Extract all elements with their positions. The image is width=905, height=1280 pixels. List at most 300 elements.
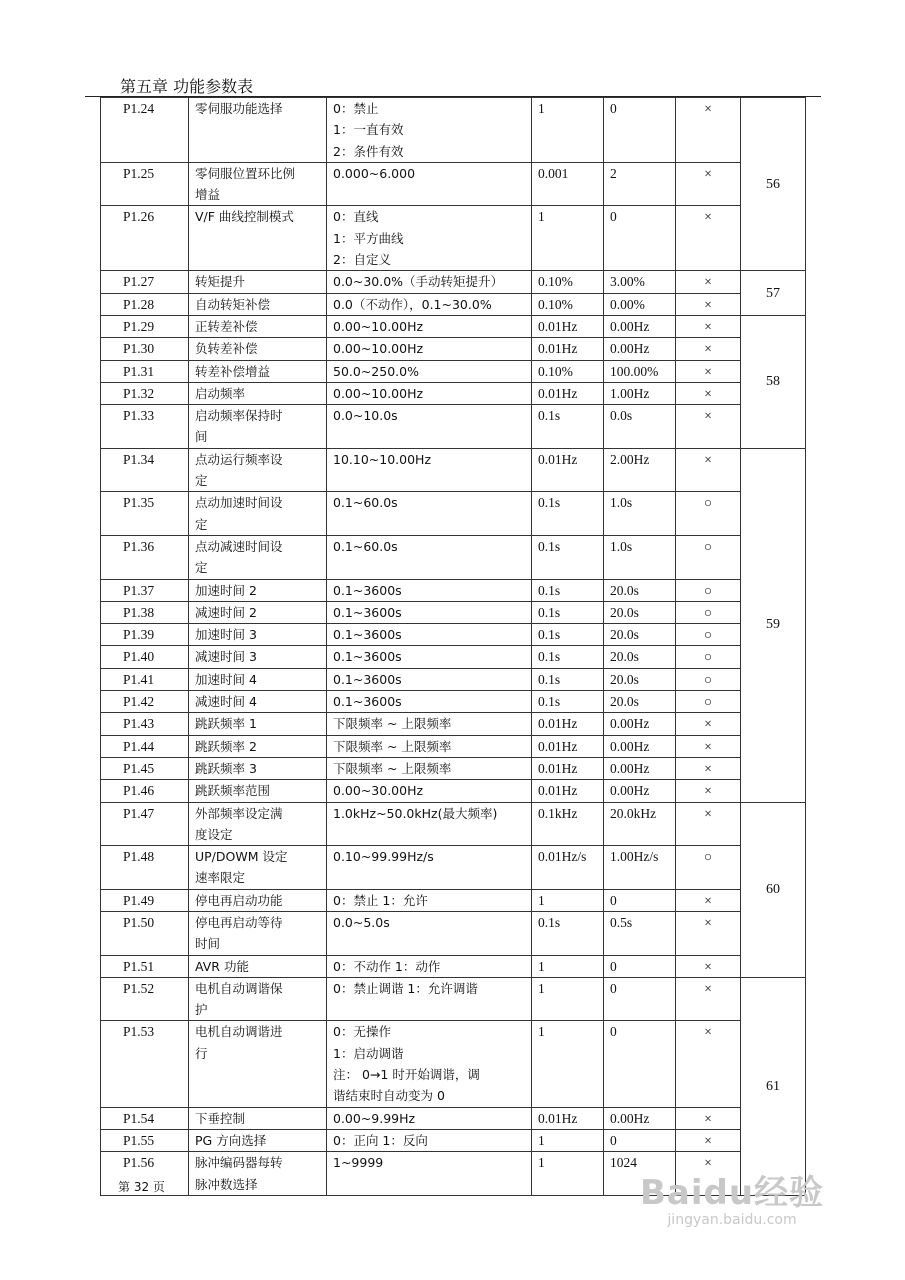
param-name-line: 脉冲编码器每转 [195,1155,283,1171]
param-range-line: 0.1~3600s [333,604,402,620]
param-range-line: 50.0~250.0% [333,363,419,379]
param-range-line: 0.00~9.99Hz [333,1110,416,1126]
param-default: 20.0s [604,624,676,646]
table-row [101,579,806,601]
param-range-line: 2：自定义 [333,252,391,268]
param-name-line: 度设定 [195,826,233,842]
param-modifiable: × [676,338,741,360]
param-name-line: 启动频率保持时 [195,408,283,424]
param-name-line: 跳跃频率范围 [195,783,271,799]
param-unit: 1 [532,206,604,271]
param-range [327,448,532,492]
param-modifiable: ○ [676,535,741,579]
param-default: 20.0s [604,646,676,668]
param-range-line: 注： 0→1 时开始调谐，调 [333,1067,480,1083]
param-range-line: 10.10~10.00Hz [333,451,432,467]
param-unit: 0.01Hz [532,315,604,337]
param-default: 20.0s [604,579,676,601]
param-code: P1.35 [101,492,189,536]
param-unit: 0.1s [532,668,604,690]
param-range-line: 0.1~3600s [333,582,402,598]
param-name [189,955,327,977]
param-unit: 1 [532,1021,604,1107]
param-name-line: 速率限定 [195,870,246,886]
param-name [189,492,327,536]
table-row [101,338,806,360]
param-name [189,98,327,163]
reference-page: 59 [741,448,806,802]
param-range-line: 1：平方曲线 [333,230,404,246]
table-row [101,535,806,579]
param-name [189,535,327,579]
param-name [189,668,327,690]
param-name-line: 行 [195,1045,208,1061]
param-name-line: 减速时间 2 [195,604,257,620]
param-range [327,757,532,779]
param-name [189,382,327,404]
table-row [101,293,806,315]
table-row [101,601,806,623]
param-default: 3.00% [604,271,676,293]
param-range [327,535,532,579]
param-code: P1.56 [101,1152,189,1196]
param-modifiable: × [676,780,741,802]
param-name-line: 脉冲数选择 [195,1176,258,1192]
param-range [327,338,532,360]
watermark-logo: Baidu经验 [640,1173,825,1213]
param-range [327,624,532,646]
param-code: P1.54 [101,1107,189,1129]
param-name-line: 间 [195,429,208,445]
param-range [327,98,532,163]
param-default: 0 [604,1021,676,1107]
table-row [101,382,806,404]
table-row [101,846,806,890]
param-range [327,271,532,293]
param-code: P1.44 [101,735,189,757]
param-name [189,780,327,802]
param-default: 0 [604,955,676,977]
param-range-line: 1.0kHz~50.0kHz(最大频率) [333,805,498,821]
param-default: 0.00Hz [604,735,676,757]
param-name-line: 停电再启动功能 [195,892,283,908]
param-name [189,757,327,779]
param-range-line: 下限频率 ~ 上限频率 [333,716,452,732]
param-default: 1.00Hz/s [604,846,676,890]
param-range [327,668,532,690]
param-code: P1.33 [101,405,189,449]
table-row [101,802,806,846]
param-default: 0 [604,889,676,911]
param-modifiable: ○ [676,579,741,601]
param-name-line: 点动运行频率设 [195,451,283,467]
param-range-line: 0.00~10.00Hz [333,318,424,334]
param-code: P1.38 [101,601,189,623]
param-unit: 0.1s [532,911,604,955]
table-row [101,448,806,492]
param-range [327,646,532,668]
param-name-line: 增益 [195,187,221,203]
param-name-line: V/F 曲线控制模式 [195,209,294,225]
param-default: 100.00% [604,360,676,382]
param-name [189,1021,327,1107]
param-range-line: 0.0（不动作），0.1~30.0% [333,296,492,312]
param-range-line: 下限频率 ~ 上限频率 [333,760,452,776]
table-row [101,911,806,955]
param-range [327,315,532,337]
param-name-line: 零伺服功能选择 [195,101,283,116]
param-default: 1.0s [604,492,676,536]
param-unit: 0.1s [532,405,604,449]
page-number: 第 32 页 [118,1180,165,1194]
param-range-line: 0：正向 1：反向 [333,1132,428,1148]
param-default: 0.0s [604,405,676,449]
param-modifiable: × [676,889,741,911]
param-default: 1.00Hz [604,382,676,404]
param-range [327,955,532,977]
param-modifiable: × [676,911,741,955]
param-default: 0.00Hz [604,1107,676,1129]
table-row [101,492,806,536]
param-range-line: 0.000~6.000 [333,165,416,181]
param-range [327,492,532,536]
param-unit: 0.01Hz/s [532,846,604,890]
param-modifiable: × [676,162,741,206]
param-range [327,601,532,623]
param-name-line: 加速时间 2 [195,582,257,598]
param-code: P1.46 [101,780,189,802]
param-default: 2.00Hz [604,448,676,492]
param-range-line: 0：禁止 [333,101,379,116]
param-name-line: 电机自动调谐保 [195,980,283,996]
table-row [101,889,806,911]
param-name-line: 点动加速时间设 [195,495,283,511]
param-name [189,1129,327,1151]
param-unit: 0.01Hz [532,448,604,492]
param-default: 0 [604,98,676,163]
param-code: P1.50 [101,911,189,955]
param-name-line: 跳跃频率 3 [195,760,257,776]
table-row [101,713,806,735]
param-unit: 0.1s [532,535,604,579]
param-range [327,579,532,601]
param-name [189,579,327,601]
param-code: P1.28 [101,293,189,315]
param-name-line: 跳跃频率 1 [195,716,257,732]
param-modifiable: × [676,360,741,382]
param-range-line: 0.1~3600s [333,671,402,687]
param-unit: 0.001 [532,162,604,206]
param-code: P1.34 [101,448,189,492]
param-unit: 0.01Hz [532,713,604,735]
param-name [189,360,327,382]
param-code: P1.43 [101,713,189,735]
param-range [327,889,532,911]
param-unit: 1 [532,98,604,163]
param-unit: 0.10% [532,360,604,382]
param-range-line: 1：一直有效 [333,122,404,138]
param-default: 0.00Hz [604,757,676,779]
param-unit: 0.1s [532,624,604,646]
param-default: 1024 [604,1152,676,1196]
param-name [189,624,327,646]
param-default: 0.00Hz [604,315,676,337]
param-unit: 1 [532,977,604,1021]
table-row [101,735,806,757]
param-range [327,162,532,206]
param-range-line: 0.1~60.0s [333,538,398,554]
param-code: P1.49 [101,889,189,911]
param-code: P1.47 [101,802,189,846]
param-name-line: PG 方向选择 [195,1132,267,1148]
param-modifiable: × [676,1129,741,1151]
param-name-line: 电机自动调谐进 [195,1024,283,1040]
param-default: 20.0s [604,601,676,623]
chapter-title: 第五章 功能参数表 [120,77,254,96]
param-name-line: 转差补偿增益 [195,363,271,379]
param-unit: 0.01Hz [532,780,604,802]
param-modifiable: ○ [676,846,741,890]
param-unit: 0.1s [532,601,604,623]
param-modifiable: × [676,293,741,315]
param-default: 2 [604,162,676,206]
param-name [189,1107,327,1129]
param-code: P1.36 [101,535,189,579]
param-default: 1.0s [604,535,676,579]
param-range [327,1152,532,1196]
param-name-line: 护 [195,1002,208,1018]
param-range-line: 0.1~3600s [333,627,402,643]
param-code: P1.32 [101,382,189,404]
param-unit: 1 [532,955,604,977]
param-modifiable: × [676,955,741,977]
parameter-table [100,97,806,1196]
param-name-line: 自动转矩补偿 [195,296,271,312]
param-range [327,1129,532,1151]
param-range-line: 0.1~3600s [333,649,402,665]
param-name [189,1152,327,1196]
param-name-line: 减速时间 3 [195,649,257,665]
param-unit: 0.01Hz [532,338,604,360]
param-name [189,691,327,713]
table-row [101,691,806,713]
param-range-line: 0.0~5.0s [333,914,390,930]
param-modifiable: ○ [676,601,741,623]
param-name [189,911,327,955]
table-row [101,315,806,337]
param-range [327,206,532,271]
param-unit: 0.1s [532,492,604,536]
param-unit: 0.1kHz [532,802,604,846]
param-modifiable: × [676,735,741,757]
table-row [101,1107,806,1129]
param-range [327,691,532,713]
param-default: 0.00Hz [604,713,676,735]
param-unit: 1 [532,889,604,911]
reference-page: 61 [741,977,806,1195]
param-name-line: 停电再启动等待 [195,914,283,930]
param-unit: 0.01Hz [532,757,604,779]
param-modifiable: × [676,206,741,271]
table-row [101,206,806,271]
param-code: P1.29 [101,315,189,337]
param-modifiable: ○ [676,646,741,668]
param-modifiable: × [676,977,741,1021]
param-code: P1.25 [101,162,189,206]
param-code: P1.51 [101,955,189,977]
param-range-line: 0.0~30.0%（手动转矩提升） [333,274,504,290]
param-range-line: 0：禁止 1：允许 [333,892,428,908]
param-modifiable: × [676,448,741,492]
param-unit: 0.1s [532,579,604,601]
param-name-line: UP/DOWM 设定 [195,849,288,865]
param-name [189,889,327,911]
param-modifiable: ○ [676,492,741,536]
param-modifiable: × [676,713,741,735]
param-name [189,977,327,1021]
table-row [101,1129,806,1151]
param-range [327,1107,532,1129]
param-name-line: 跳跃频率 2 [195,738,257,754]
param-default: 0 [604,206,676,271]
table-row [101,977,806,1021]
param-range-line: 1：启动调谐 [333,1045,404,1061]
reference-page: 58 [741,315,806,448]
table-row [101,780,806,802]
param-default: 0 [604,977,676,1021]
param-default: 0.5s [604,911,676,955]
param-code: P1.30 [101,338,189,360]
param-code: P1.27 [101,271,189,293]
param-modifiable: × [676,382,741,404]
param-unit: 1 [532,1129,604,1151]
param-unit: 1 [532,1152,604,1196]
param-range-line: 0.10~99.99Hz/s [333,849,434,865]
param-name-line: 启动频率 [195,385,246,401]
param-range [327,713,532,735]
param-name-line: AVR 功能 [195,958,249,974]
param-default: 0.00Hz [604,338,676,360]
param-modifiable: × [676,315,741,337]
param-modifiable: × [676,757,741,779]
param-unit: 0.1s [532,646,604,668]
param-name-line: 零伺服位置环比例 [195,165,296,181]
watermark-url: jingyan.baidu.com [667,1212,797,1228]
param-code: P1.26 [101,206,189,271]
param-range-line: 谐结束时自动变为 0 [333,1088,445,1104]
param-name [189,293,327,315]
param-name-line: 减速时间 4 [195,694,257,710]
param-unit: 0.1s [532,691,604,713]
param-range [327,780,532,802]
table-row [101,646,806,668]
param-range [327,735,532,757]
param-range [327,382,532,404]
param-name [189,802,327,846]
param-range-line: 0：无操作 [333,1024,391,1040]
param-name-line: 定 [195,560,208,576]
param-range-line: 0：直线 [333,209,379,225]
param-code: P1.31 [101,360,189,382]
param-modifiable: × [676,1152,741,1196]
param-name [189,448,327,492]
param-range [327,293,532,315]
param-modifiable: × [676,802,741,846]
param-range-line: 1~9999 [333,1155,384,1171]
param-range [327,1021,532,1107]
param-range-line: 下限频率 ~ 上限频率 [333,738,452,754]
param-unit: 0.01Hz [532,1107,604,1129]
param-name [189,206,327,271]
table-row [101,1021,806,1107]
param-range-line: 0.00~30.00Hz [333,783,424,799]
reference-page: 60 [741,802,806,977]
param-range [327,977,532,1021]
param-code: P1.40 [101,646,189,668]
param-modifiable: × [676,1021,741,1107]
param-default: 0 [604,1129,676,1151]
param-name [189,735,327,757]
table-row [101,271,806,293]
param-name-line: 转矩提升 [195,274,246,290]
param-code: P1.52 [101,977,189,1021]
table-row [101,668,806,690]
param-default: 20.0s [604,668,676,690]
param-name [189,162,327,206]
param-name [189,338,327,360]
param-code: P1.42 [101,691,189,713]
param-name [189,271,327,293]
param-modifiable: × [676,98,741,163]
param-code: P1.48 [101,846,189,890]
param-name [189,405,327,449]
param-code: P1.53 [101,1021,189,1107]
param-name-line: 加速时间 4 [195,671,257,687]
param-name [189,846,327,890]
param-range [327,802,532,846]
param-range-line: 0.0~10.0s [333,408,398,424]
table-row [101,757,806,779]
param-name-line: 负转差补偿 [195,341,258,357]
param-unit: 0.01Hz [532,382,604,404]
param-name [189,713,327,735]
param-unit: 0.10% [532,271,604,293]
table-row [101,624,806,646]
param-default: 0.00Hz [604,780,676,802]
param-name-line: 定 [195,473,208,489]
param-range-line: 0.1~60.0s [333,495,398,511]
param-code: P1.24 [101,98,189,163]
reference-page: 57 [741,271,806,316]
param-name-line: 外部频率设定满 [195,805,283,821]
param-name-line: 点动减速时间设 [195,538,283,554]
param-code: P1.39 [101,624,189,646]
param-name [189,601,327,623]
table-row [101,360,806,382]
param-code: P1.41 [101,668,189,690]
param-name [189,315,327,337]
param-name-line: 加速时间 3 [195,627,257,643]
param-range-line: 0：禁止调谐 1：允许调谐 [333,980,478,996]
param-range [327,846,532,890]
param-code: P1.55 [101,1129,189,1151]
param-range [327,911,532,955]
baidu-watermark [640,1165,824,1228]
table-row [101,162,806,206]
param-code: P1.37 [101,579,189,601]
param-default: 0.00% [604,293,676,315]
param-range [327,360,532,382]
